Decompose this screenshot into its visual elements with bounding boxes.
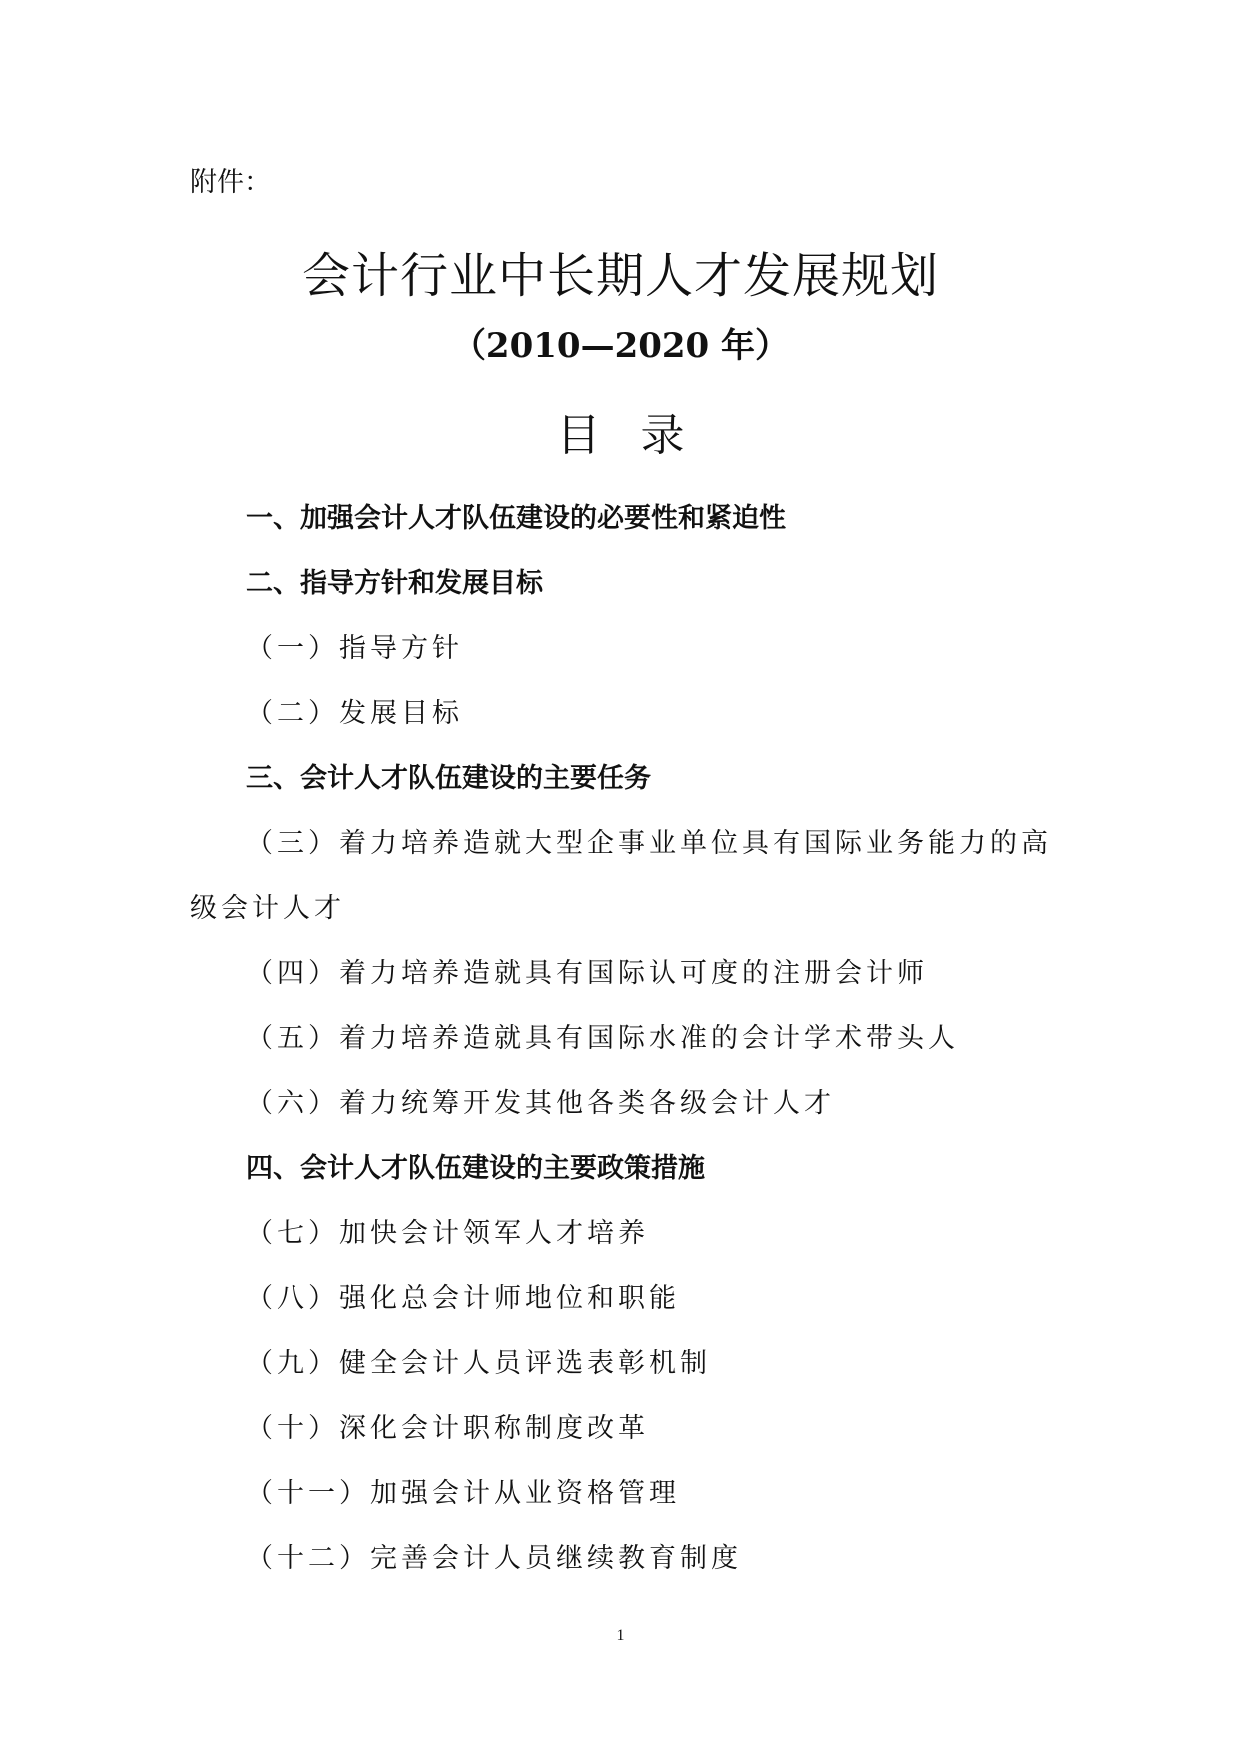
toc-entry-4-11: （十一）加强会计从业资格管理 — [246, 1478, 680, 1509]
toc-entry-3: 三、会计人才队伍建设的主要任务 — [246, 763, 651, 794]
toc-entry-4-8: （八）强化总会计师地位和职能 — [246, 1283, 680, 1314]
toc-entry-2-2: （二）发展目标 — [246, 698, 463, 729]
toc-entry-2: 二、指导方针和发展目标 — [246, 568, 543, 599]
attachment-label: 附件： — [190, 167, 271, 198]
toc-entry-3-4: （四）着力培养造就具有国际认可度的注册会计师 — [246, 958, 928, 989]
toc-entry-4-7: （七）加快会计领军人才培养 — [246, 1218, 649, 1249]
toc-entry-2-1: （一）指导方针 — [246, 633, 463, 664]
toc-title: 目录 — [556, 410, 725, 461]
toc-entry-3-3: （三）着力培养造就大型企事业单位具有国际业务能力的高级会计人才 — [190, 828, 1052, 924]
table-of-contents — [190, 486, 1070, 1591]
toc-entry-4-12: （十二）完善会计人员继续教育制度 — [246, 1543, 742, 1574]
toc-entry-4: 四、会计人才队伍建设的主要政策措施 — [246, 1153, 705, 1184]
page-number: 1 — [616, 1627, 625, 1644]
toc-entry-3-6: （六）着力统筹开发其他各类各级会计人才 — [246, 1088, 835, 1119]
document-title: 会计行业中长期人才发展规划 — [301, 248, 939, 304]
document-subtitle: （2010—2020 年） — [451, 326, 790, 366]
toc-entry-4-10: （十）深化会计职称制度改革 — [246, 1413, 649, 1444]
toc-entry-1: 一、加强会计人才队伍建设的必要性和紧迫性 — [246, 503, 786, 534]
toc-entry-3-5: （五）着力培养造就具有国际水准的会计学术带头人 — [246, 1023, 959, 1054]
toc-entry-4-9: （九）健全会计人员评选表彰机制 — [246, 1348, 711, 1379]
